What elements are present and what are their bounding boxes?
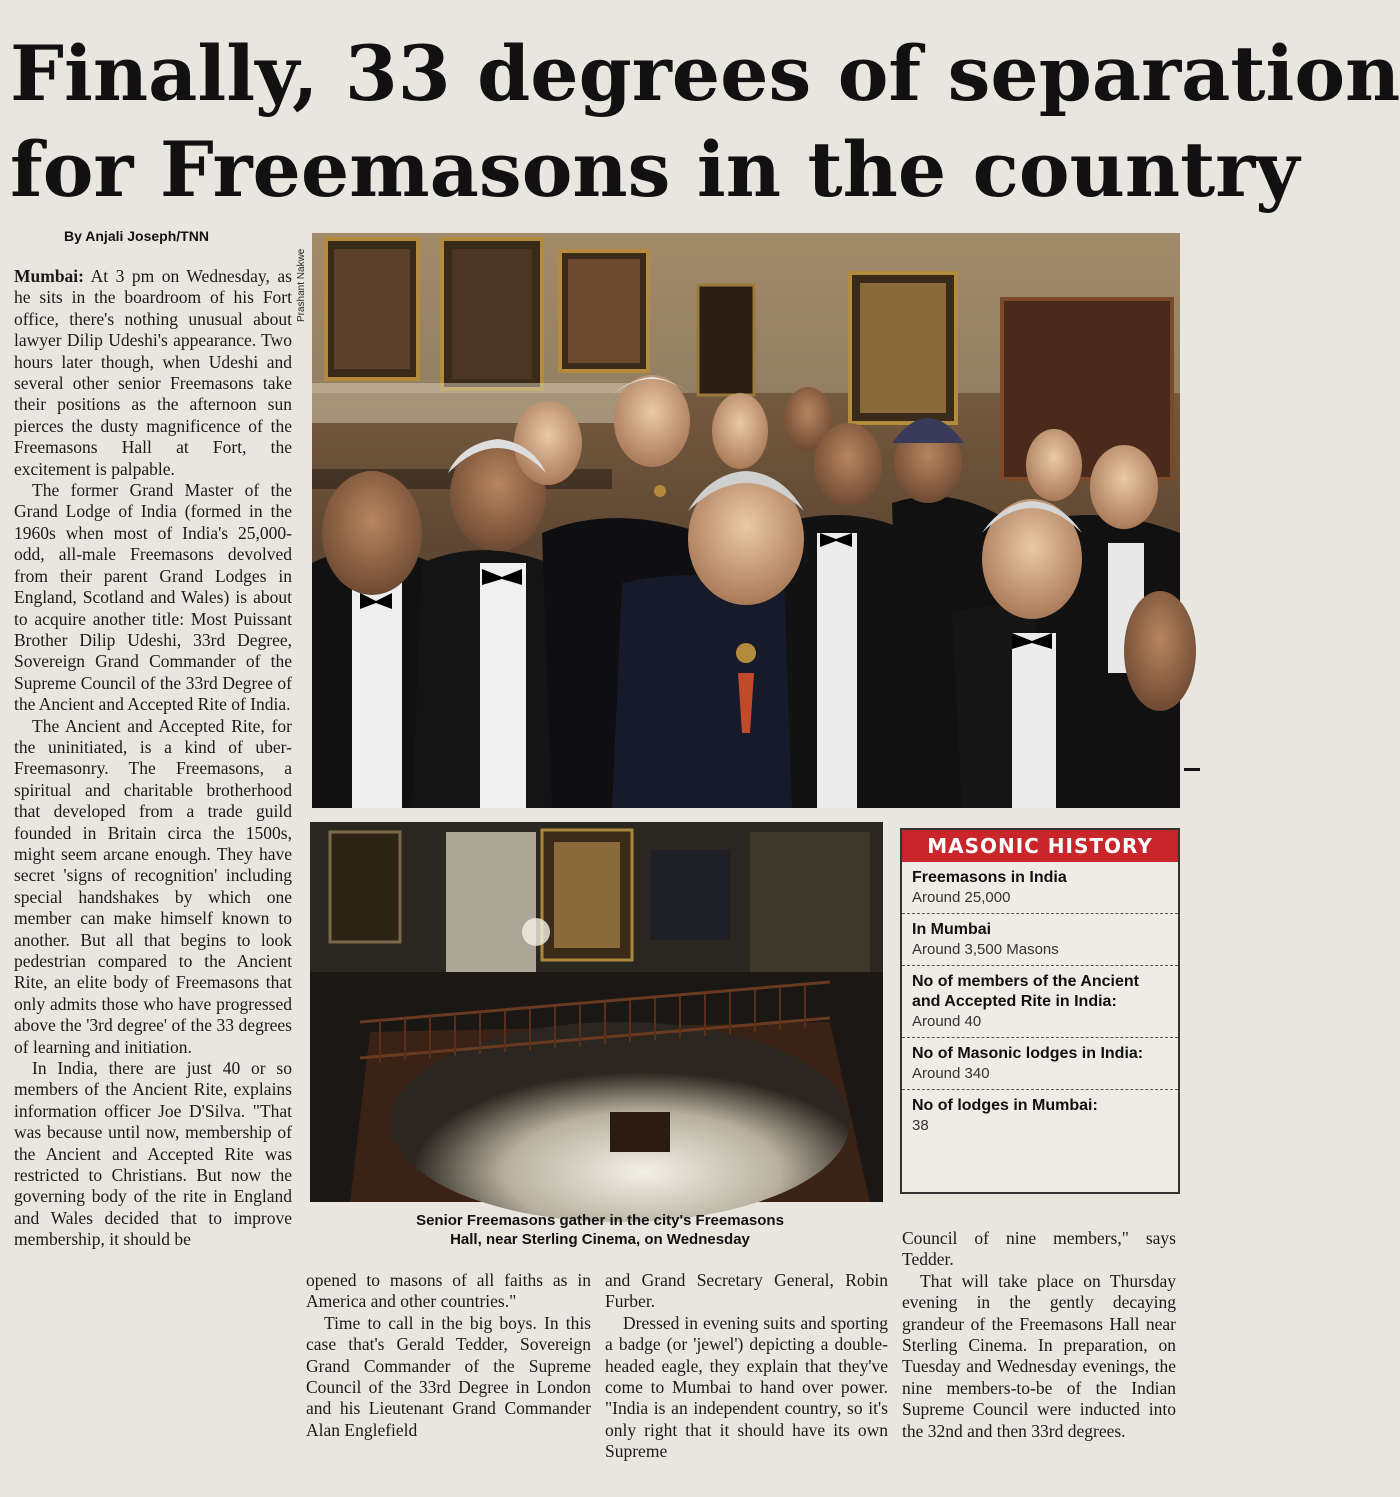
staircase-photo-image xyxy=(310,822,883,1202)
article-column-3 xyxy=(605,1270,888,1463)
article-column-4 xyxy=(902,1228,1176,1442)
fact-item xyxy=(902,862,1178,914)
headline-line-2: for Freemasons in the country xyxy=(10,125,1300,214)
caption-line-2: Hall, near Sterling Cinema, on Wednesday xyxy=(450,1231,750,1248)
article-column-2 xyxy=(306,1270,591,1441)
fact-label: No of members of the Ancient and Accepted Rite in India: xyxy=(912,973,1139,1010)
article-paragraph: and Grand Secretary General, Robin Furber. xyxy=(605,1270,888,1312)
group-photo xyxy=(312,233,1180,808)
column-rule xyxy=(1184,768,1200,771)
fact-value: Around 40 xyxy=(912,1013,982,1030)
headline-line-1: Finally, 33 degrees of separation xyxy=(10,29,1400,118)
fact-label: No of lodges in Mumbai: xyxy=(912,1097,1098,1114)
article-paragraph: opened to masons of all faiths as in America and other countries." xyxy=(306,1270,591,1312)
fact-value: Around 25,000 xyxy=(912,889,1011,906)
article-paragraph: Council of nine members," says Tedder. xyxy=(902,1228,1176,1270)
article-paragraph: That will take place on Thursday evening in the gently decaying grandeur of the Freemasons Hall near Sterling Cinema. In preparation, on Tuesday and Wednesday evenings, the nine members-to-be of the Indian Supreme Council were inducted into the 32nd and then 33rd degrees. xyxy=(902,1270,1176,1441)
headline xyxy=(10,26,1400,218)
article-paragraph: The Ancient and Accepted Rite, for the uninitiated, is a kind of uber-Freemasonry. The Freemasons, a spiritual and charitable brotherhood that developed from a trade guild founded in Britain circa the 1500s, might seem arcane enough. They have secret 'signs of recognition' including special handshakes by which one member can make himself known to another. But all that begins to look pedestrian compared to the Ancient Rite, an elite body of Freemasons that only admits those who have progressed above the '3rd degree' of the 33 degrees of learning and initiation. xyxy=(14,715,292,1057)
fact-item xyxy=(902,1090,1178,1141)
photo-credit: Prashant Nakwe xyxy=(296,248,307,322)
article-column-1 xyxy=(14,266,292,1251)
fact-value: 38 xyxy=(912,1117,929,1134)
article-paragraph: Mumbai: At 3 pm on Wednesday, as he sits in the boardroom of his Fort office, there's nothing unusual about lawyer Dilip Udeshi's appearance. Two hours later though, when Udeshi and several other senior Freemasons take their positions as the afternoon sun pierces the dusty magnificence of the Freemasons Hall at Fort, the excitement is palpable. xyxy=(14,266,292,479)
group-photo-image xyxy=(312,233,1180,808)
staircase-photo xyxy=(310,822,883,1202)
fact-label: No of Masonic lodges in India: xyxy=(912,1045,1144,1062)
article-paragraph: Dressed in evening suits and sporting a badge (or 'jewel') depicting a double-headed eagle, they explain that they've come to Mumbai to hand over power. "India is an independent country, so it's only right that it should have its own Supreme xyxy=(605,1312,888,1462)
fact-label: In Mumbai xyxy=(912,921,992,938)
caption-line-1: Senior Freemasons gather in the city's Freemasons xyxy=(416,1212,784,1229)
article-paragraph: Time to call in the big boys. In this case that's Gerald Tedder, Sovereign Grand Commander of the Supreme Council of the 33rd Degree in London and his Lieutenant Grand Commander Alan Englefield xyxy=(306,1312,591,1440)
fact-item xyxy=(902,914,1178,966)
fact-item xyxy=(902,1038,1178,1090)
fact-item xyxy=(902,966,1178,1038)
sidebar-title: MASONIC HISTORY xyxy=(902,830,1178,862)
photo-caption xyxy=(310,1211,890,1249)
fact-value: Around 3,500 Masons xyxy=(912,941,1059,958)
article-paragraph: In India, there are just 40 or so members of the Ancient Rite, explains information officer Joe D'Silva. "That was because until now, membership of the Ancient and Accepted Rite was restricted to Christians. But now the governing body of the rite in England and Wales decided that to improve membership, it should be xyxy=(14,1058,292,1250)
article-paragraph: The former Grand Master of the Grand Lodge of India (formed in the 1960s when most of India's 25,000-odd, all-male Freemasons devolved from their parent Grand Lodges in England, Scotland and Wales) is about to acquire another title: Most Puissant Brother Dilip Udeshi, 33rd Degree, Sovereign Grand Commander of the Supreme Council of the 33rd Degree of the Ancient and Accepted Rite of India. xyxy=(14,480,292,715)
byline: By Anjali Joseph/TNN xyxy=(64,228,209,244)
fact-value: Around 340 xyxy=(912,1065,990,1082)
dateline: Mumbai: xyxy=(14,266,84,286)
masonic-history-sidebar xyxy=(900,828,1180,1194)
fact-label: Freemasons in India xyxy=(912,869,1067,886)
